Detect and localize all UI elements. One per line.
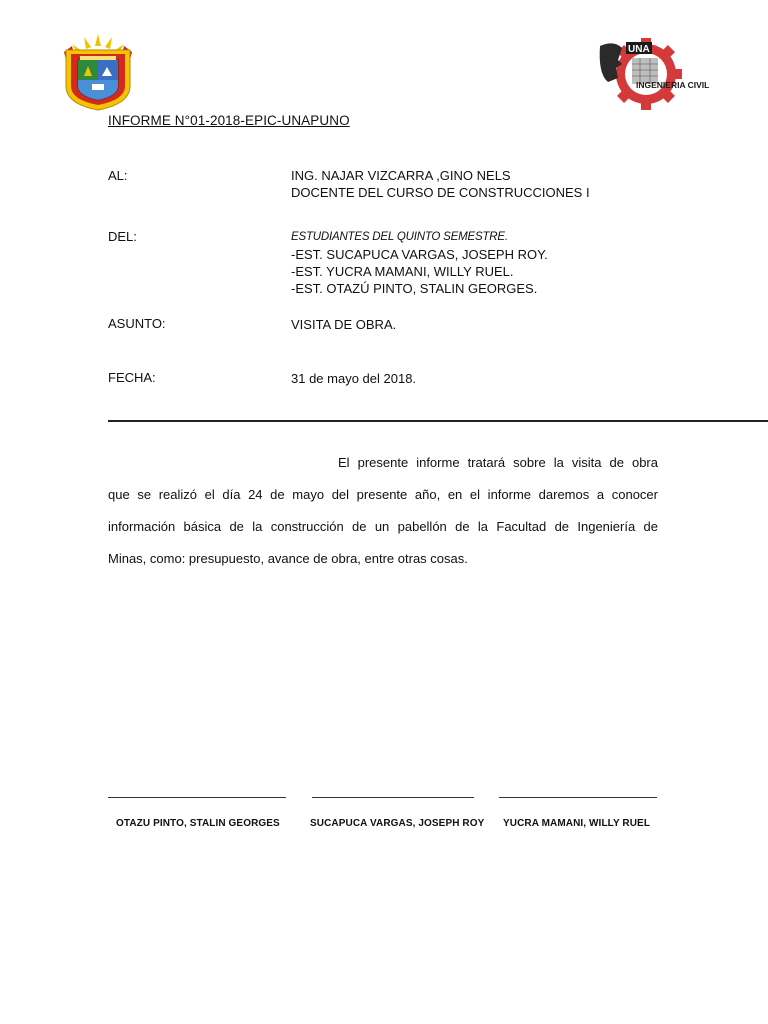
signature-name-3: YUCRA MAMANI, WILLY RUEL [503, 818, 651, 829]
asunto-value: VISITA DE OBRA. [291, 317, 397, 332]
al-line-1: ING. NAJAR VIZCARRA ,GINO NELS [291, 168, 511, 183]
signature-line-2 [312, 797, 474, 798]
logo-right-bottom-text: INGENIERIA CIVIL [636, 80, 710, 90]
del-line-4: -EST. OTAZÚ PINTO, STALIN GEORGES. [291, 281, 538, 296]
del-line-1: ESTUDIANTES DEL QUINTO SEMESTRE. [291, 231, 508, 243]
logo-right-top-text: UNA [628, 44, 650, 55]
signature-name-2: SUCAPUCA VARGAS, JOSEPH ROY [310, 818, 485, 829]
al-label: AL: [108, 168, 128, 183]
asunto-label: ASUNTO: [108, 316, 166, 331]
del-label: DEL: [108, 229, 137, 244]
del-value [291, 229, 548, 297]
body-line-4: Minas, como: presupuesto, avance de obra, entre otras cosas. [108, 551, 468, 566]
document-title: INFORME N°01-2018-EPIC-UNAPUNO [108, 113, 350, 128]
fecha-label: FECHA: [108, 370, 156, 385]
signature-name-1: OTAZU PINTO, STALIN GEORGES [116, 818, 280, 829]
al-line-2: DOCENTE DEL CURSO DE CONSTRUCCIONES I [291, 185, 590, 200]
al-value [291, 167, 590, 201]
fecha-value: 31 de mayo del 2018. [291, 371, 417, 386]
civil-engineering-gear-icon [596, 38, 710, 110]
body-line-1: El presente informe tratará sobre la visita de obra [338, 455, 658, 470]
separator-line [108, 420, 768, 422]
body-line-2: que se realizó el día 24 de mayo del presente año, en el informe daremos a conocer [108, 487, 658, 502]
del-line-2: -EST. SUCAPUCA VARGAS, JOSEPH ROY. [291, 247, 548, 262]
signature-line-3 [499, 797, 657, 798]
university-crest-icon [60, 34, 136, 112]
body-line-3: información básica de la construcción de un pabellón de la Facultad de Ingeniería de [108, 519, 658, 534]
signature-line-1 [108, 797, 286, 798]
del-line-3: -EST. YUCRA MAMANI, WILLY RUEL. [291, 264, 514, 279]
